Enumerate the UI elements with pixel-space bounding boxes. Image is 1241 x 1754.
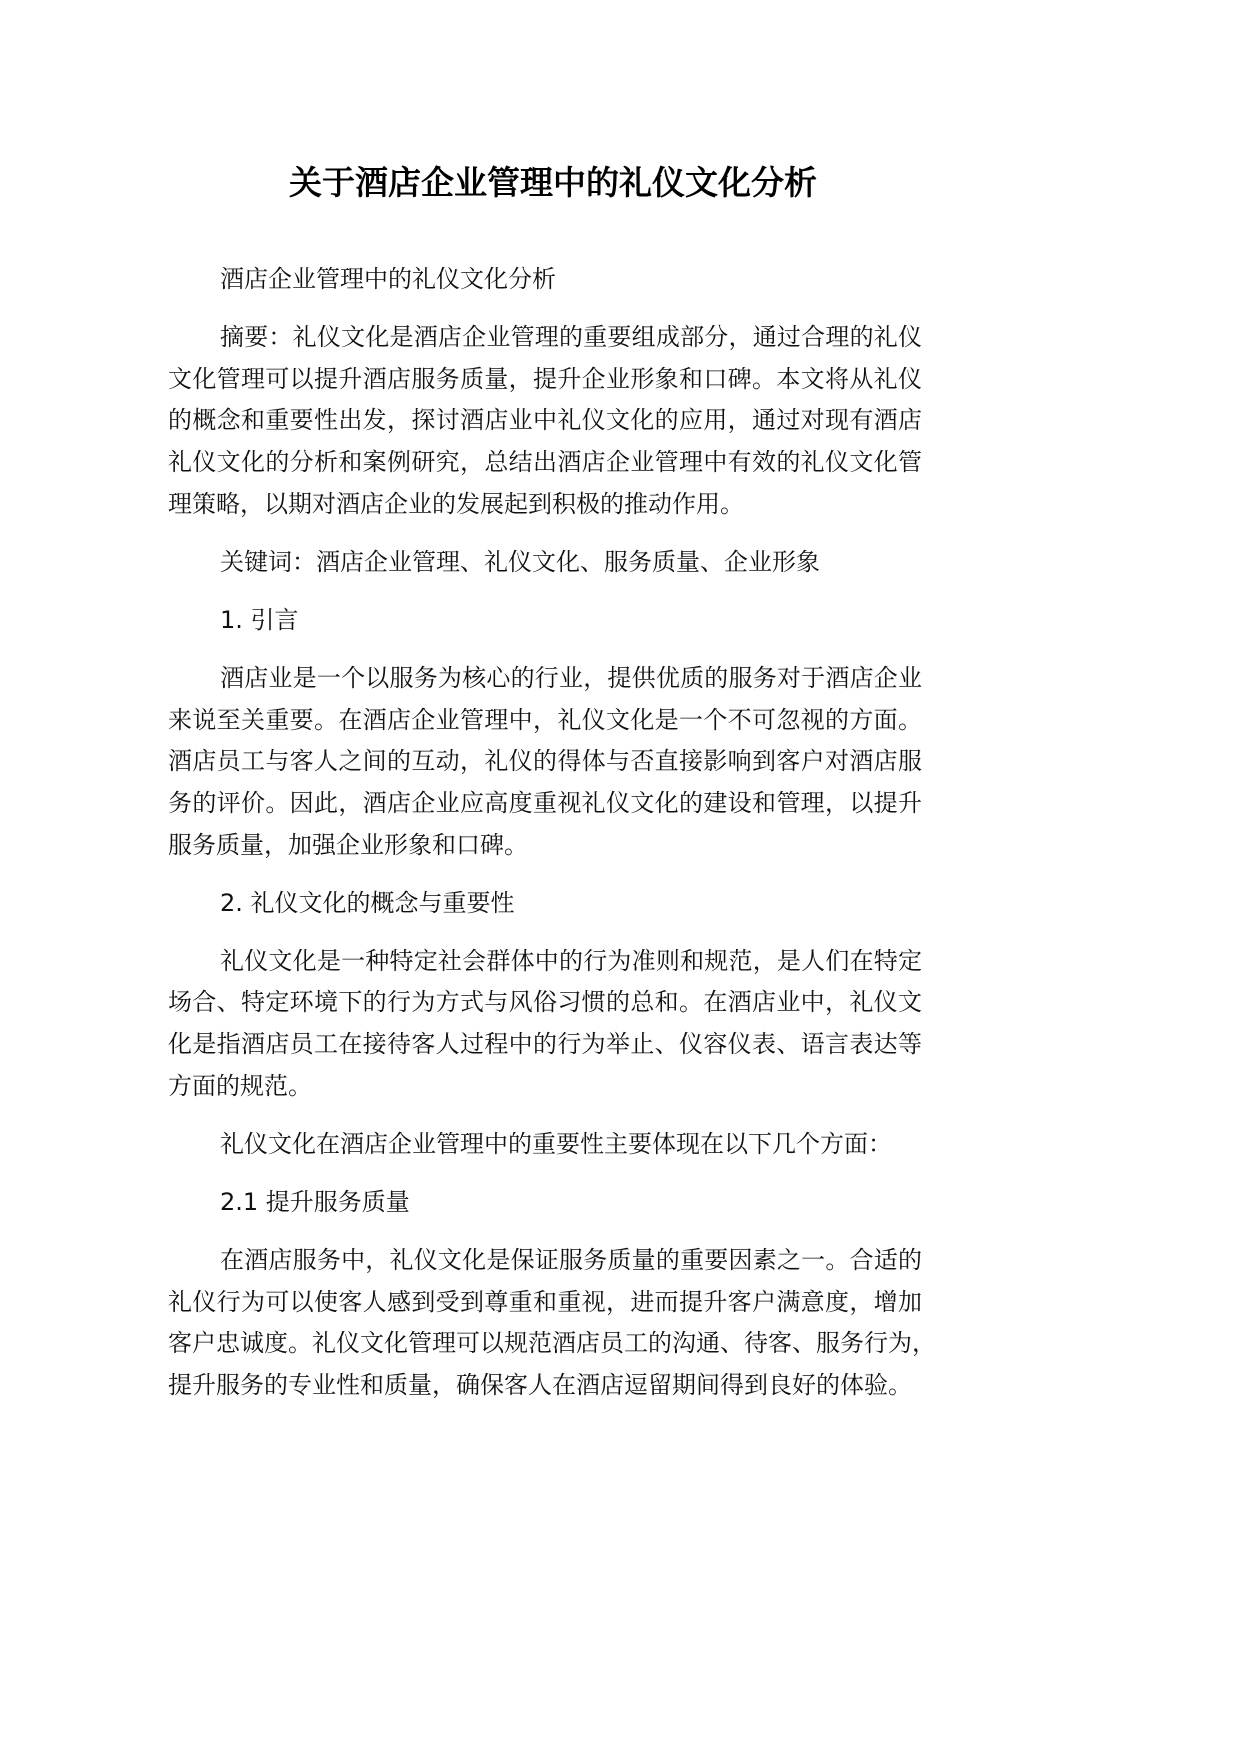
keywords-line: 关键词：酒店企业管理、礼仪文化、服务质量、企业形象: [220, 547, 820, 576]
text-line: 场合、特定环境下的行为方式与风俗习惯的总和。在酒店业中，礼仪文: [168, 988, 922, 1017]
section-heading-paragraph: [168, 1182, 922, 1224]
text-line: 方面的规范。: [168, 1071, 312, 1100]
text-column: [168, 163, 936, 1423]
section-heading: 2.1 提升服务质量: [220, 1188, 410, 1217]
subtitle: 酒店企业管理中的礼仪文化分析: [220, 265, 556, 293]
text-line: 酒店员工与客人之间的互动，礼仪的得体与否直接影响到客户对酒店服: [168, 747, 922, 776]
text-line: 礼仪行为可以使客人感到受到尊重和重视，进而提升客户满意度，增加: [168, 1287, 922, 1316]
section-heading: 2. 礼仪文化的概念与重要性: [220, 888, 515, 917]
text-line: 礼仪文化是一种特定社会群体中的行为准则和规范，是人们在特定: [220, 946, 922, 975]
text-line: 礼仪文化在酒店企业管理中的重要性主要体现在以下几个方面：: [220, 1129, 892, 1158]
text-line: 的概念和重要性出发，探讨酒店业中礼仪文化的应用，通过对现有酒店: [168, 406, 922, 435]
abstract-paragraph: [168, 317, 922, 525]
text-line: 化是指酒店员工在接待客人过程中的行为举止、仪容仪表、语言表达等: [168, 1030, 922, 1059]
document-title: 关于酒店企业管理中的礼仪文化分析: [289, 163, 817, 202]
text-line: 礼仪文化的分析和案例研究，总结出酒店企业管理中有效的礼仪文化管: [168, 447, 922, 476]
text-line: 客户忠诚度。礼仪文化管理可以规范酒店员工的沟通、待客、服务行为，: [168, 1329, 936, 1358]
text-line: 来说至关重要。在酒店企业管理中，礼仪文化是一个不可忽视的方面。: [168, 705, 922, 734]
subtitle-paragraph: [168, 259, 922, 301]
keywords-paragraph: [168, 542, 922, 584]
body-paragraph: [168, 1240, 936, 1406]
text-line: 在酒店服务中，礼仪文化是保证服务质量的重要因素之一。合适的: [220, 1246, 922, 1275]
section-heading-paragraph: [168, 883, 922, 925]
section-heading-paragraph: [168, 600, 922, 642]
section-heading: 1. 引言: [220, 605, 299, 634]
text-line: 理策略，以期对酒店企业的发展起到积极的推动作用。: [168, 489, 744, 518]
text-line: 摘要：礼仪文化是酒店企业管理的重要组成部分，通过合理的礼仪: [220, 323, 922, 352]
text-line: 服务质量，加强企业形象和口碑。: [168, 830, 528, 859]
body-paragraph: [168, 658, 922, 866]
body-paragraph: [168, 941, 922, 1107]
text-line: 酒店业是一个以服务为核心的行业，提供优质的服务对于酒店企业: [220, 664, 922, 693]
text-line: 务的评价。因此，酒店企业应高度重视礼仪文化的建设和管理，以提升: [168, 788, 922, 817]
text-line: 提升服务的专业性和质量，确保客人在酒店逗留期间得到良好的体验。: [168, 1371, 912, 1399]
text-line: 文化管理可以提升酒店服务质量，提升企业形象和口碑。本文将从礼仪: [168, 364, 922, 393]
body-paragraph: [168, 1124, 922, 1166]
